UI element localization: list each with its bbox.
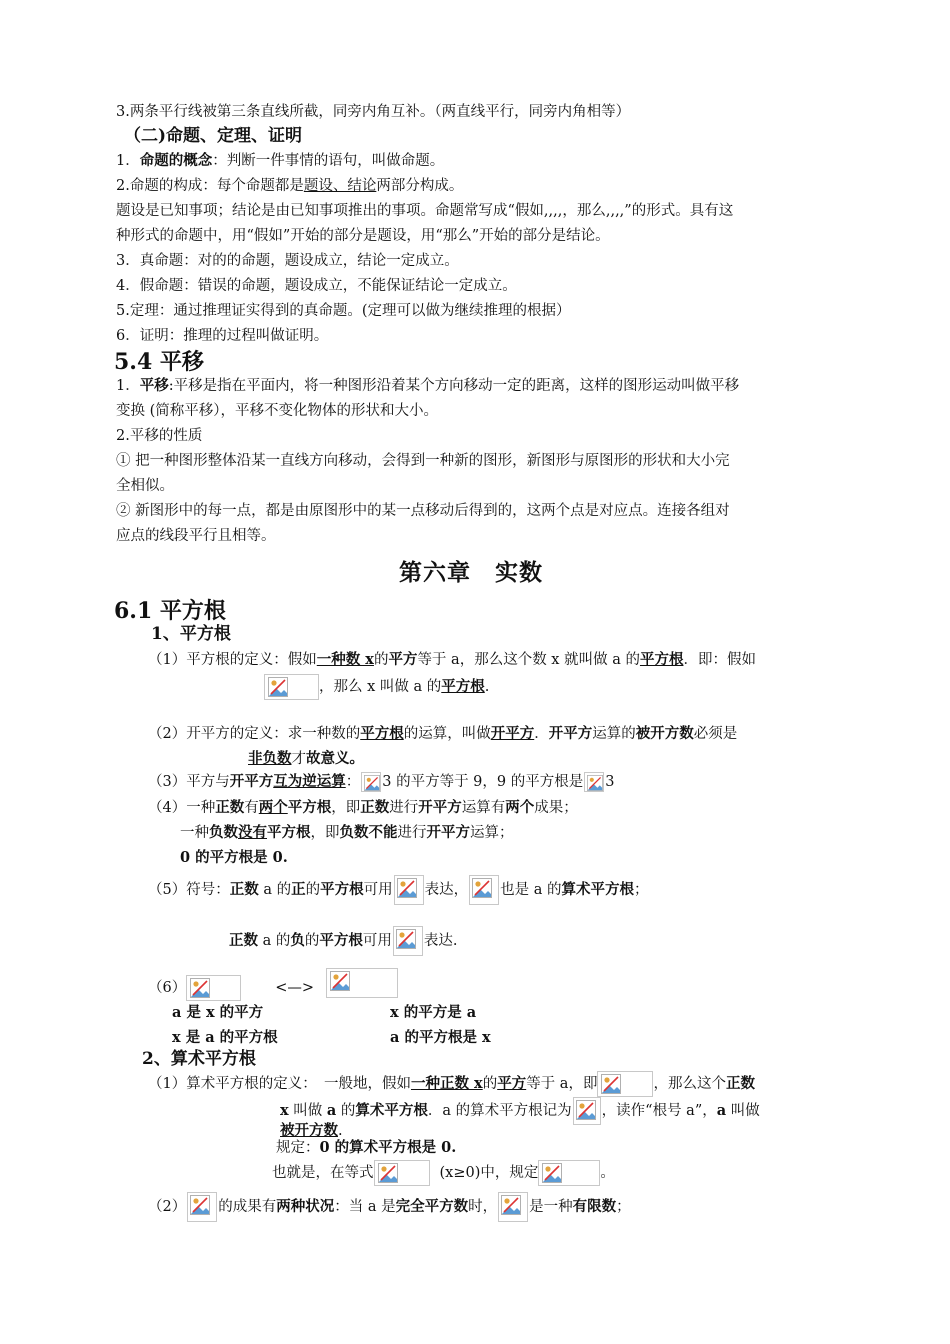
text-line: 2.命题的构成：每个命题都是题设、结论两部分构成。 — [116, 178, 464, 194]
subsection-heading: 2、算术平方根 — [142, 1049, 256, 1069]
formula-image-icon — [186, 975, 241, 1001]
text-line: 规定：0 的算术平方根是 0. — [276, 1139, 457, 1156]
formula-image-icon — [573, 1097, 601, 1125]
text-line: 种形式的命题中，用“假如”开始的部分是题设，用“那么”开始的部分是结论。 — [116, 228, 610, 244]
section-title-6-1: 6.1 平方根 — [114, 598, 226, 624]
text-line: 一种负数没有平方根，即负数不能进行开平方运算； — [180, 824, 514, 841]
text-line: 4．假命题：错误的命题，题设成立，不能保证结论一定成立。 — [116, 278, 517, 294]
text-line: x 叫做 a 的算术平方根．a 的算术平方根记为 ，读作“根号 a”，a 叫做 — [280, 1097, 760, 1125]
text-line: 非负数才故意义。 — [248, 750, 364, 767]
text-line: 3．真命题：对的的命题，题设成立，结论一定成立。 — [116, 253, 459, 269]
formula-image-icon — [264, 674, 319, 700]
text-line: a 是 x 的平方 — [172, 1004, 264, 1021]
text-line: 变换 (简称平移），平移不变化物体的形状和大小。 — [116, 403, 439, 419]
text-line: x 是 a 的平方根 — [172, 1029, 278, 1046]
text-line: （6） <—> — [148, 975, 314, 1001]
formula-image-icon — [394, 875, 424, 905]
text-line: 0 的平方根是 0. — [180, 849, 288, 866]
formula-image-icon — [498, 1192, 528, 1222]
formula-image-icon — [361, 772, 381, 792]
text-line: 题设是已知事项；结论是由已知事项推出的事项。命题常写成“假如,,,,，那么,,,,”的形式。具有这 — [116, 203, 734, 219]
text-line: （3）平方与开平方互为逆运算： 3 的平方等于 9，9 的平方根是 3 — [148, 773, 615, 790]
text-line: 1．平移:平移是指在平面内，将一种图形沿着某个方向移动一定的距离，这样的图形运动叫做平移 — [116, 377, 740, 394]
text-line: 6．证明：推理的过程叫做证明。 — [116, 328, 329, 344]
text-line: 也就是，在等式 (x≥0)中，规定 。 — [272, 1160, 615, 1186]
formula-image-icon — [374, 1160, 430, 1186]
formula-image-icon — [469, 875, 499, 905]
text-line: 全相似。 — [116, 478, 174, 494]
text-line: （5）符号：正数 a 的正的平方根可用 表达， 也是 a 的算术平方根； — [148, 875, 648, 905]
text-line: 5.定理：通过推理证实得到的真命题。(定理可以做为继续推理的根据） — [116, 303, 571, 319]
formula-image-icon — [597, 1071, 653, 1097]
text-line: （4）一种正数有两个平方根，即正数进行开平方运算有两个成果； — [148, 799, 578, 816]
subsection-heading: 1、平方根 — [151, 624, 231, 644]
formula-image-wrap — [326, 968, 398, 998]
text-line: ，那么 x 叫做 a 的平方根. — [264, 674, 489, 700]
text-line: 被开方数. — [280, 1122, 343, 1139]
formula-image-icon — [187, 1192, 217, 1222]
text-line: 1．命题的概念：判断一件事情的语句，叫做命题。 — [116, 152, 445, 169]
text-line: ① 把一种图形整体沿某一直线方向移动，会得到一种新的图形，新图形与原图形的形状和大小完 — [116, 453, 730, 469]
text-line: a 的平方根是 x — [390, 1029, 491, 1046]
text-line: （2） 的成果有两种状况：当 a 是完全平方数时， 是一种有限数； — [148, 1192, 631, 1222]
text-line: 正数 a 的负的平方根可用 表达. — [229, 926, 457, 956]
text-line: 2.平移的性质 — [116, 428, 203, 444]
text-line: （1）算术平方根的定义： 一般地，假如一种正数 x的平方等于 a，即 ，那么这个正数 — [148, 1071, 755, 1097]
formula-image-icon — [538, 1160, 600, 1186]
section-heading: （二)命题、定理、证明 — [124, 126, 303, 146]
formula-image-icon — [326, 968, 398, 998]
text-line: （1）平方根的定义：假如一种数 x的平方等于 a，那么这个数 x 就叫做 a 的平方根．即：假如 — [148, 651, 756, 668]
text-line: 应点的线段平行且相等。 — [116, 528, 276, 544]
formula-image-icon — [584, 772, 604, 792]
text-line: 3.两条平行线被第三条直线所截，同旁内角互补。（两直线平行，同旁内角相等） — [116, 104, 631, 120]
formula-image-icon — [393, 926, 423, 956]
text-line: x 的平方是 a — [390, 1004, 477, 1021]
text-line: ② 新图形中的每一点，都是由原图形中的某一点移动后得到的，这两个点是对应点。连接各组对 — [116, 503, 730, 519]
chapter-title: 第六章 实数 — [399, 559, 543, 586]
section-title-5-4: 5.4 平移 — [114, 349, 204, 375]
text-line: （2）开平方的定义：求一种数的平方根的运算，叫做开平方．开平方运算的被开方数必须是 — [148, 725, 738, 742]
